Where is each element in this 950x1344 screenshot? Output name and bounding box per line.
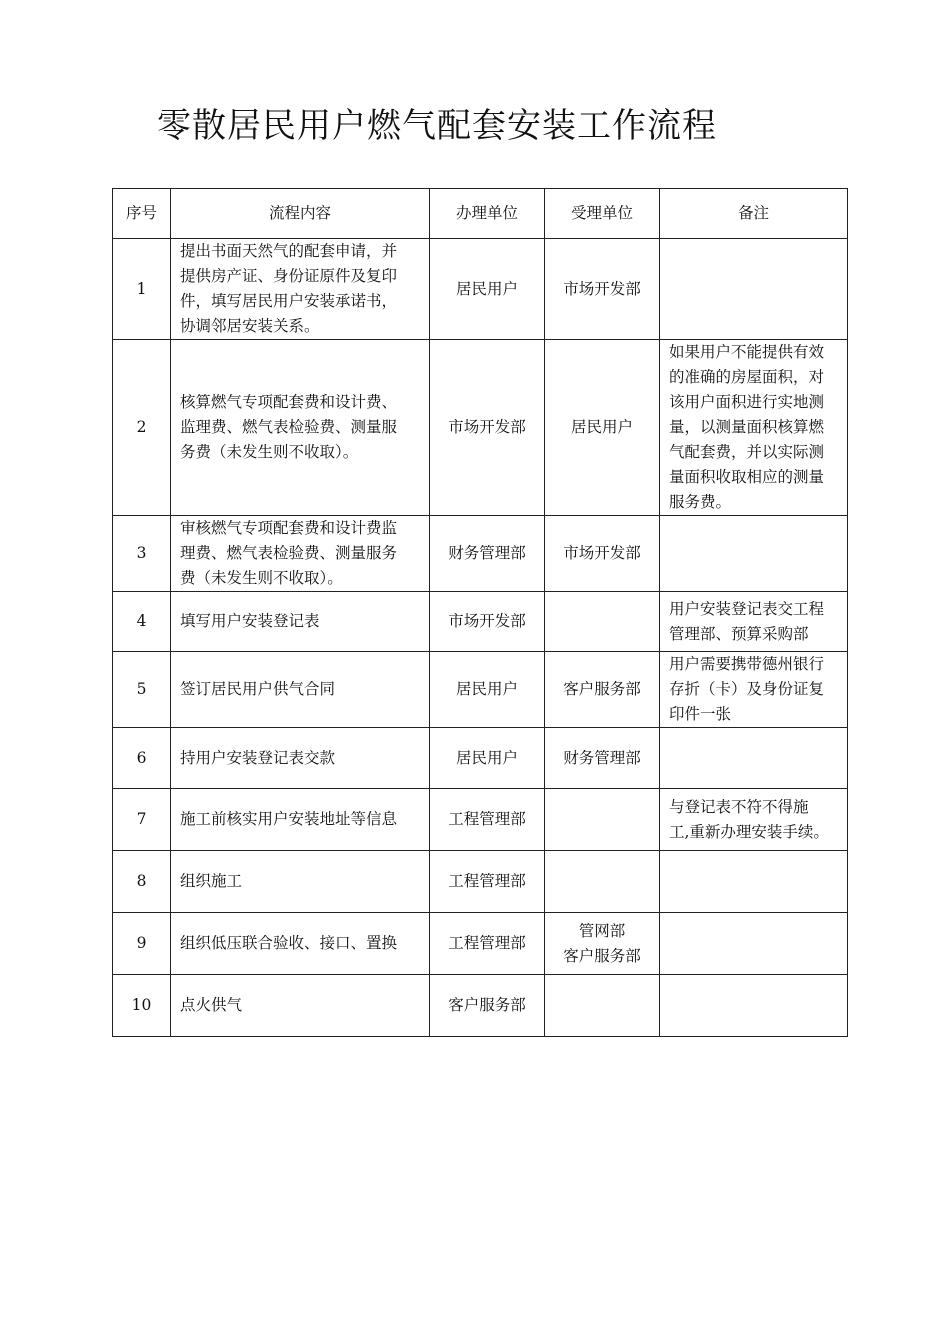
process-content-line: 组织低压联合验收、接口、置换: [180, 934, 398, 952]
process-content-line: 提出书面天然气的配套申请，并: [180, 242, 398, 260]
handling-unit: 市场开发部: [430, 340, 545, 516]
receiving-unit-line: 市场开发部: [563, 279, 641, 298]
table-row: [113, 913, 848, 975]
table-row: [113, 652, 848, 728]
table-row: [113, 592, 848, 652]
process-content: [171, 789, 430, 851]
receiving-unit: [545, 851, 660, 913]
remark-line: 气配套费，并以实际测: [669, 443, 825, 461]
header-note: 备注: [660, 189, 848, 239]
remark-line: 与登记表不符不得施: [669, 797, 809, 816]
row-number: 3: [113, 516, 171, 592]
remark: [660, 789, 848, 851]
row-number: 5: [113, 652, 171, 728]
process-content: [171, 516, 430, 592]
receiving-unit: [545, 789, 660, 851]
remark: [660, 851, 848, 913]
process-content-line: 点火供气: [180, 996, 243, 1014]
remark-line: 量面积收取相应的测量: [669, 468, 825, 486]
process-content-line: 签订居民用户供气合同: [180, 680, 336, 698]
table-row: [113, 340, 848, 516]
remark: [660, 516, 848, 592]
remark-line: 工,重新办理安装手续。: [669, 822, 829, 841]
receiving-unit-line: 市场开发部: [563, 544, 641, 562]
row-number: 4: [113, 592, 171, 652]
handling-unit: 客户服务部: [430, 975, 545, 1037]
handling-unit: 居民用户: [430, 652, 545, 728]
process-content: [171, 340, 430, 516]
receiving-unit: [545, 239, 660, 340]
table-body: [113, 239, 848, 1037]
process-content-line: 监理费、燃气表检验费、测量服: [180, 418, 398, 436]
remark-line: 如果用户不能提供有效: [669, 343, 825, 361]
receiving-unit-line: 居民用户: [570, 418, 633, 436]
process-content-line: 组织施工: [180, 872, 243, 890]
process-content: [171, 239, 430, 340]
row-number: 2: [113, 340, 171, 516]
remark-line: 用户安装登记表交工程: [669, 599, 825, 618]
process-content-line: 务费（未发生则不收取）。: [180, 443, 359, 461]
row-number: 10: [113, 975, 171, 1037]
row-number: 7: [113, 789, 171, 851]
row-number: 9: [113, 913, 171, 975]
remark-line: 存折（卡）及身份证复: [669, 680, 825, 698]
header-handler: 办理单位: [430, 189, 545, 239]
process-content: [171, 592, 430, 652]
process-content-line: 件，填写居民用户安装承诺书，: [180, 292, 398, 310]
remark-line: 用户需要携带德州银行: [669, 655, 825, 673]
workflow-table: [112, 188, 848, 1037]
handling-unit: 财务管理部: [430, 516, 545, 592]
handling-unit: 工程管理部: [430, 913, 545, 975]
receiving-unit: [545, 652, 660, 728]
receiving-unit: [545, 592, 660, 652]
row-number: 1: [113, 239, 171, 340]
receiving-unit: [545, 516, 660, 592]
header-content: 流程内容: [171, 189, 430, 239]
receiving-unit-line: 客户服务部: [563, 946, 641, 965]
remark: [660, 728, 848, 789]
receiving-unit-line: 管网部: [578, 921, 626, 940]
receiving-unit: [545, 728, 660, 789]
process-content-line: 施工前核实用户安装地址等信息: [180, 810, 398, 828]
remark-line: 该用户面积进行实地测: [669, 393, 825, 411]
row-number: 8: [113, 851, 171, 913]
remark-line: 管理部、预算采购部: [669, 624, 809, 643]
header-no: 序号: [113, 189, 171, 239]
page-title: 零散居民用户燃气配套安装工作流程: [157, 106, 717, 146]
table-header-row: [113, 189, 848, 239]
process-content: [171, 913, 430, 975]
process-content: [171, 652, 430, 728]
remark: [660, 340, 848, 516]
receiving-unit: [545, 975, 660, 1037]
process-content-line: 持用户安装登记表交款: [180, 748, 336, 767]
table-row: [113, 516, 848, 592]
handling-unit: 工程管理部: [430, 851, 545, 913]
process-content-line: 审核燃气专项配套费和设计费监: [180, 519, 398, 537]
process-content: [171, 975, 430, 1037]
remark: [660, 975, 848, 1037]
process-content: [171, 851, 430, 913]
table-row: [113, 975, 848, 1037]
process-content-line: 提供房产证、身份证原件及复印: [180, 267, 398, 285]
remark-line: 印件一张: [669, 705, 732, 723]
table-row: [113, 789, 848, 851]
row-number: 6: [113, 728, 171, 789]
remark: [660, 239, 848, 340]
process-content: [171, 728, 430, 789]
table-row: [113, 851, 848, 913]
receiving-unit-line: 客户服务部: [563, 680, 641, 698]
remark: [660, 592, 848, 652]
process-content-line: 费（未发生则不收取）。: [180, 569, 343, 587]
remark-line: 的准确的房屋面积，对: [669, 368, 825, 386]
table-row: [113, 728, 848, 789]
remark: [660, 913, 848, 975]
handling-unit: 居民用户: [430, 239, 545, 340]
table-row: [113, 239, 848, 340]
process-content-line: 填写用户安装登记表: [180, 612, 320, 630]
remark: [660, 652, 848, 728]
process-content-line: 理费、燃气表检验费、测量服务: [180, 544, 398, 562]
process-content-line: 协调邻居安装关系。: [180, 317, 320, 335]
handling-unit: 居民用户: [430, 728, 545, 789]
header-receiver: 受理单位: [545, 189, 660, 239]
receiving-unit-line: 财务管理部: [563, 748, 641, 767]
process-content-line: 核算燃气专项配套费和设计费、: [180, 393, 398, 411]
remark-line: 量，以测量面积核算燃: [669, 418, 825, 436]
receiving-unit: [545, 913, 660, 975]
receiving-unit: [545, 340, 660, 516]
handling-unit: 工程管理部: [430, 789, 545, 851]
remark-line: 服务费。: [669, 493, 732, 511]
handling-unit: 市场开发部: [430, 592, 545, 652]
